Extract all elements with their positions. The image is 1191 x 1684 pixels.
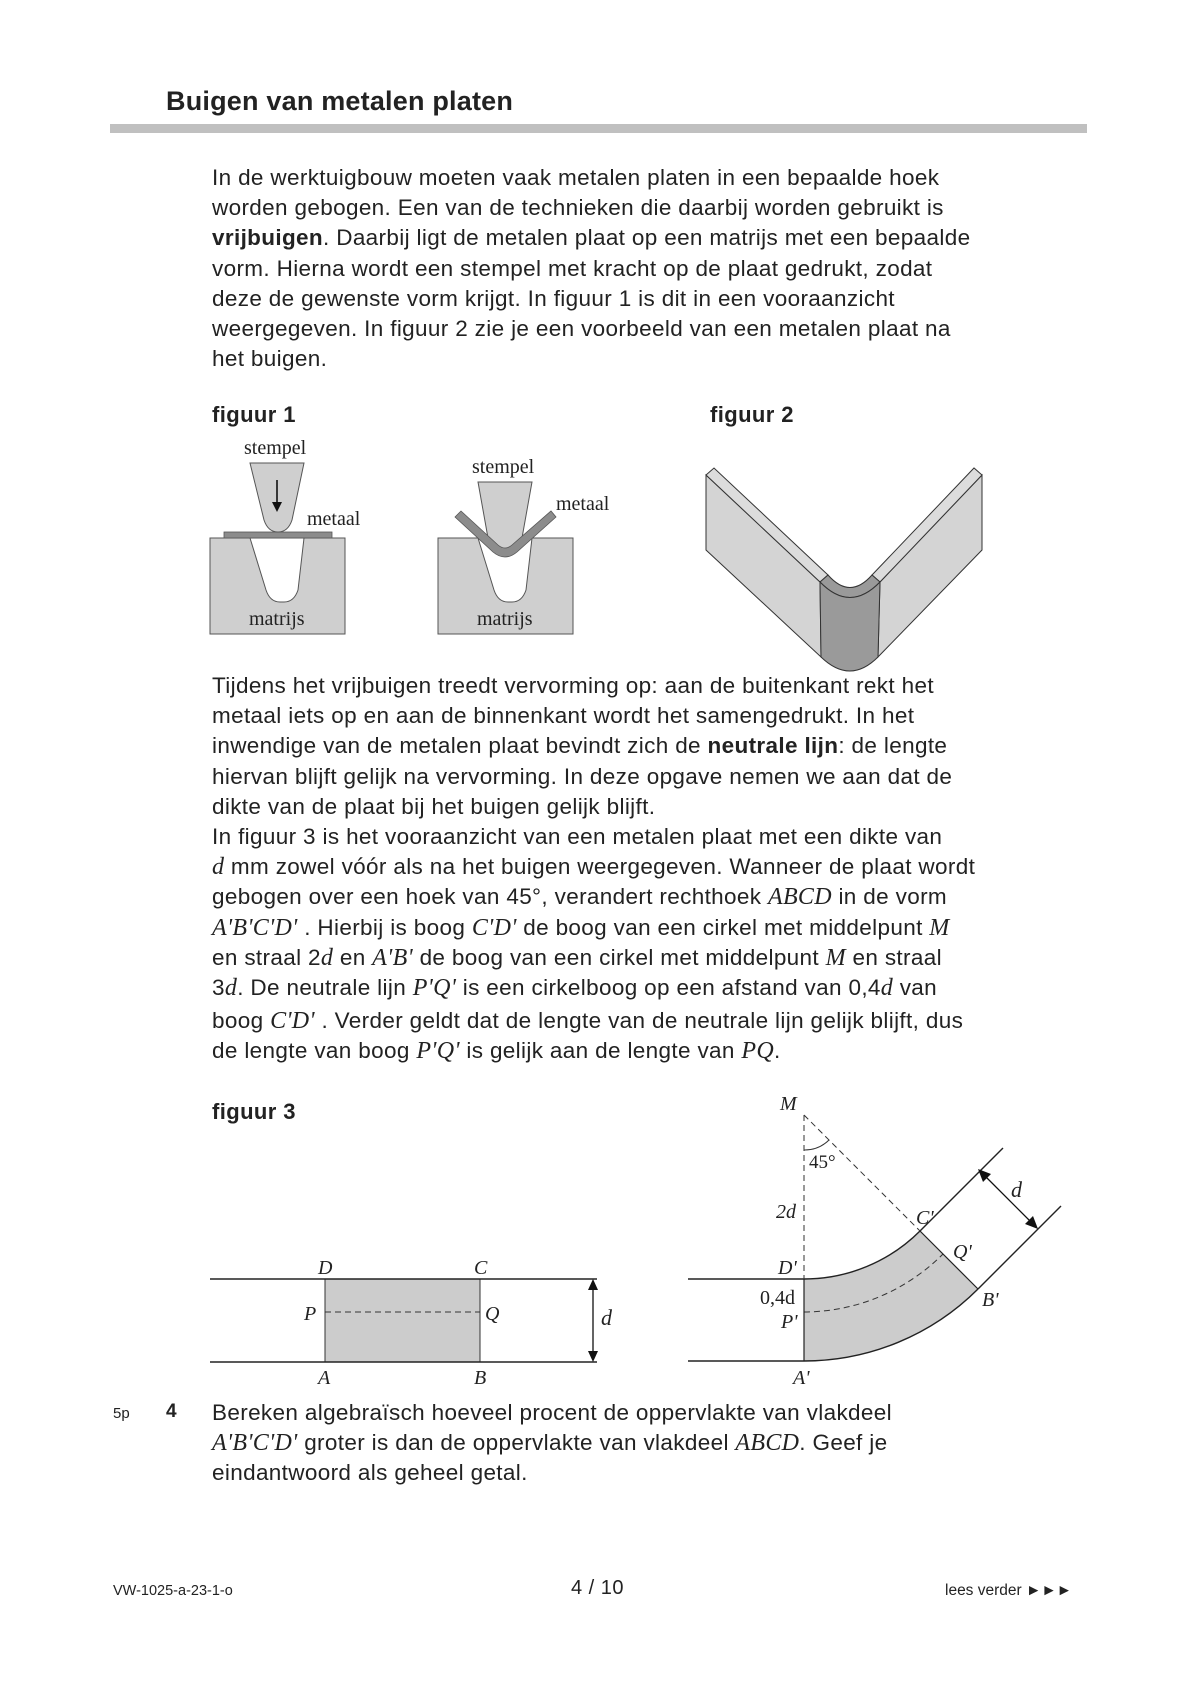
page-title: Buigen van metalen platen <box>166 86 514 116</box>
svg-text:D': D' <box>778 1257 797 1279</box>
text-span: van <box>893 975 938 1001</box>
text-span: . Hierbij is boog <box>297 914 472 940</box>
footer-next-page-link[interactable]: lees verder ►►► <box>945 1582 1073 1599</box>
figure1-after <box>438 456 610 634</box>
svg-text:M: M <box>780 1093 797 1115</box>
svg-text:B': B' <box>982 1289 999 1311</box>
text-span: . Geef je <box>799 1430 888 1456</box>
text-line: Bereken algebraïsch hoeveel procent de oppervlakte van vlakdeel <box>212 1400 892 1425</box>
text-line: vorm. Hierna wordt een stempel met kracht op de plaat gedrukt, zodat <box>212 255 933 281</box>
figure3-label: figuur 3 <box>212 1099 296 1124</box>
text-span: de boog van een cirkel met middelpunt <box>412 944 826 970</box>
text-span: . Daarbij ligt de metalen plaat op een matrijs met een bepaalde <box>323 225 971 251</box>
text-span: mm zowel vóór als na het buigen weergegeven. Wanneer de plaat wordt <box>224 854 976 880</box>
text-span: inwendige van de metalen plaat bevindt zich de <box>212 733 708 759</box>
math-var: C'D' <box>270 1008 315 1035</box>
svg-text:P': P' <box>781 1311 798 1333</box>
text-line: worden gebogen. Een van de technieken die daarbij worden gebruikt is <box>212 195 944 221</box>
math-var: PQ <box>741 1038 774 1065</box>
text-span: . <box>773 1038 781 1064</box>
svg-text:A: A <box>318 1367 331 1389</box>
math-var: d <box>224 975 238 1002</box>
text-line: In figuur 3 is het vooraanzicht van een metalen plaat met een dikte van <box>212 824 943 850</box>
math-var: d <box>320 944 334 971</box>
math-var: P'Q' <box>416 1038 460 1065</box>
figure2-diagram <box>700 445 1000 675</box>
text-line <box>212 223 1072 253</box>
math-var: C'D' <box>471 914 517 941</box>
svg-text:A': A' <box>793 1367 810 1389</box>
svg-text:matrijs: matrijs <box>249 608 305 630</box>
text-line: deze de gewenste vorm krijgt. In figuur 1 is dit in een vooraanzicht <box>212 285 895 311</box>
math-var: d <box>212 854 225 881</box>
text-line <box>212 852 1072 882</box>
text-span: boog <box>212 1008 271 1034</box>
text-span: is een cirkelboog op een afstand van 0,4 <box>456 975 881 1001</box>
text-span: . Verder geldt dat de lengte van de neutrale lijn gelijk blijft, dus <box>314 1008 964 1034</box>
math-var: d <box>880 975 894 1002</box>
explanation-paragraph <box>212 671 1072 1067</box>
svg-text:0,4d: 0,4d <box>760 1287 795 1309</box>
text-line <box>212 1428 1072 1458</box>
svg-text:stempel: stempel <box>472 456 535 478</box>
svg-text:Q: Q <box>485 1303 500 1325</box>
figure3-before-diagram <box>200 1250 620 1395</box>
svg-text:2d: 2d <box>776 1201 796 1223</box>
text-span: in de vorm <box>831 884 948 910</box>
text-span: en <box>333 944 373 970</box>
figure3-after-diagram <box>680 1090 1100 1400</box>
svg-text:C: C <box>474 1257 488 1279</box>
svg-text:matrijs: matrijs <box>477 608 533 630</box>
text-line <box>212 882 1072 912</box>
question-number: 4 <box>166 1401 177 1422</box>
text-line: dikte van de plaat bij het buigen gelijk blijft. <box>212 793 656 819</box>
math-var: A'B'C'D' <box>212 914 298 941</box>
text-line: metaal iets op en aan de binnenkant wordt het samengedrukt. In het <box>212 703 915 729</box>
text-span: de boog van een cirkel met middelpunt <box>516 914 930 940</box>
svg-text:metaal: metaal <box>307 508 361 530</box>
text-line: eindantwoord als geheel getal. <box>212 1460 528 1486</box>
math-var: M <box>825 944 846 971</box>
text-span: en straal <box>845 944 942 970</box>
footer-page-number: 4 / 10 <box>571 1577 625 1599</box>
footer-exam-code: VW-1025-a-23-1-o <box>113 1583 233 1599</box>
text-line: weergegeven. In figuur 2 zie je een voorbeeld van een metalen plaat na <box>212 316 951 342</box>
svg-text:d: d <box>601 1305 612 1330</box>
math-var: M <box>929 914 950 941</box>
question-points: 5p <box>113 1405 130 1422</box>
math-var: A'B'C'D' <box>212 1430 298 1457</box>
math-var: ABCD <box>735 1430 800 1457</box>
text-line <box>212 1036 1072 1066</box>
svg-text:stempel: stempel <box>244 437 307 459</box>
math-var: P'Q' <box>412 975 457 1002</box>
text-span: . De neutrale lijn <box>237 975 413 1001</box>
term-neutrale-lijn: neutrale lijn <box>707 733 839 759</box>
text-span: en straal 2 <box>212 944 321 970</box>
text-line <box>212 943 1072 973</box>
text-line <box>212 913 1072 943</box>
text-span: gebogen over een hoek van 45°, verandert rechthoek <box>212 884 768 910</box>
text-line: het buigen. <box>212 346 328 372</box>
question-text <box>212 1398 1072 1489</box>
text-span: : de lengte <box>838 733 948 759</box>
svg-text:B: B <box>474 1367 487 1389</box>
text-line <box>212 973 1072 1003</box>
svg-text:P: P <box>304 1303 317 1325</box>
intro-paragraph <box>212 163 1072 374</box>
svg-text:metaal: metaal <box>556 493 610 515</box>
figure1-label: figuur 1 <box>212 402 296 427</box>
text-span: de lengte van boog <box>212 1038 417 1064</box>
text-line: In de werktuigbouw moeten vaak metalen platen in een bepaalde hoek <box>212 165 940 190</box>
text-span: groter is dan de oppervlakte van vlakdeel <box>297 1430 736 1456</box>
figure1-before <box>210 437 361 634</box>
header-divider <box>110 124 1087 133</box>
text-span: 3 <box>212 975 225 1001</box>
figure2-label: figuur 2 <box>710 402 794 427</box>
svg-text:D: D <box>318 1257 333 1279</box>
math-var: A'B' <box>372 944 413 971</box>
svg-text:d: d <box>1011 1177 1022 1202</box>
text-line <box>212 731 1072 761</box>
text-span: is gelijk aan de lengte van <box>459 1038 742 1064</box>
figure1-diagram <box>200 430 620 650</box>
term-vrijbuigen: vrijbuigen <box>212 225 324 251</box>
svg-text:45°: 45° <box>809 1152 836 1173</box>
svg-text:Q': Q' <box>953 1241 972 1263</box>
math-var: ABCD <box>767 884 832 911</box>
svg-text:C': C' <box>916 1207 934 1229</box>
text-line <box>212 1006 1072 1036</box>
text-line: hiervan blijft gelijk na vervorming. In deze opgave nemen we aan dat de <box>212 763 953 789</box>
text-line: Tijdens het vrijbuigen treedt vervorming op: aan de buitenkant rekt het <box>212 673 934 698</box>
